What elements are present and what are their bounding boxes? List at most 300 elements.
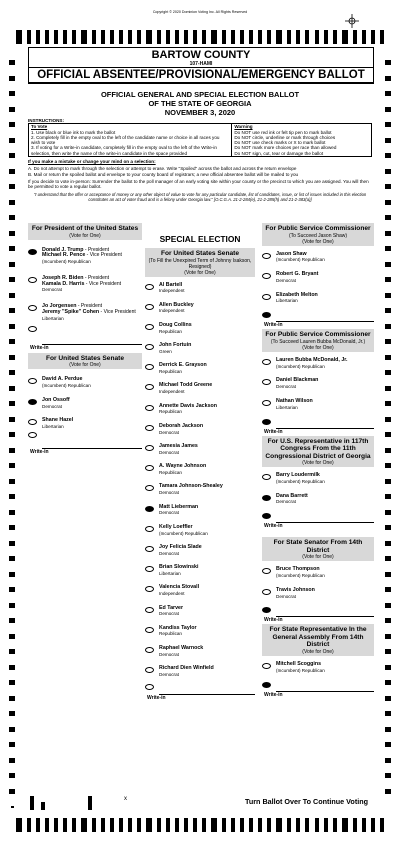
side-timing-mark [9, 448, 15, 453]
timing-mark [72, 818, 76, 832]
candidate-option[interactable] [262, 399, 374, 411]
vote-for-one: (Vote for One) [302, 460, 334, 467]
candidate-option[interactable] [145, 525, 255, 537]
vote-oval[interactable] [145, 465, 154, 471]
write-in-slot[interactable] [145, 686, 255, 701]
vote-oval[interactable] [262, 359, 271, 365]
timing-mark [72, 30, 76, 44]
side-timing-mark [9, 76, 15, 81]
vote-oval[interactable] [145, 384, 154, 390]
candidate-name: Jason Shaw [276, 250, 307, 257]
side-timing-mark [385, 370, 391, 375]
write-in-oval[interactable] [28, 432, 37, 438]
candidate-option[interactable] [262, 567, 374, 579]
side-timing-mark [385, 541, 391, 546]
write-in-line[interactable] [276, 420, 374, 429]
vote-oval[interactable] [28, 399, 37, 405]
candidate-party: Democrat [42, 287, 62, 293]
write-in-line[interactable] [276, 514, 374, 523]
instructions-heading: INSTRUCTIONS: [28, 118, 64, 123]
timing-mark [81, 30, 87, 44]
side-timing-mark [385, 587, 391, 592]
write-in-slot[interactable] [28, 440, 142, 455]
candidate-party: Independent [159, 308, 185, 314]
vote-oval[interactable] [262, 589, 271, 595]
vote-oval[interactable] [262, 253, 271, 259]
timing-mark [110, 818, 114, 832]
candidate-name: Shane Hazel [42, 417, 74, 424]
timing-mark [175, 30, 179, 44]
write-in-slot[interactable] [262, 514, 374, 529]
race-heading [262, 436, 374, 468]
vote-oval[interactable] [145, 566, 154, 572]
candidate-role: - Vice President [84, 280, 121, 287]
side-timing-mark [9, 401, 15, 406]
column-2 [145, 248, 255, 701]
candidate-party: Democrat [276, 384, 296, 390]
candidate-name: A. Wayne Johnson [159, 463, 207, 470]
candidate-option[interactable] [145, 505, 255, 517]
vote-oval[interactable] [145, 506, 154, 512]
side-timing-mark [385, 200, 391, 205]
candidate-option[interactable] [145, 484, 255, 496]
warning-label: Warning [234, 124, 253, 130]
side-timing-mark [9, 758, 15, 763]
side-timing-mark [385, 262, 391, 267]
timing-mark [333, 818, 337, 832]
side-timing-mark [9, 153, 15, 158]
candidate-party: Libertarian [276, 404, 298, 410]
candidate-name: Nathan Wilson [276, 397, 313, 404]
legal-notice: "I understand that the offer or acceptance of money or any other object of value to vote for any particular candidate, list of candidates, issue, or list of issues included in this election constitutes an act of voter fraud and is a felony under Georgia law." [O.C.G.A. 21-2-284(e), 21-2-285(h) and 21-2-383(a)] [33, 191, 367, 202]
candidate-option[interactable] [262, 378, 374, 390]
side-timing-mark [9, 339, 15, 344]
side-timing-mark [385, 417, 391, 422]
special-election-label: SPECIAL ELECTION [159, 234, 241, 244]
write-in-label: Write-in [264, 428, 283, 435]
side-timing-mark [385, 773, 391, 778]
bottom-timing-bar [16, 818, 384, 832]
timing-mark [276, 30, 282, 44]
timing-mark [193, 30, 197, 44]
vote-oval[interactable] [145, 425, 154, 431]
race-title: For United States Senate [45, 354, 125, 362]
candidate-name: Mitchell Scoggins [276, 660, 322, 667]
side-timing-mark [385, 169, 391, 174]
candidate-party: (Incumbent) Republican [276, 667, 325, 673]
vote-oval[interactable] [262, 495, 271, 501]
side-timing-mark [9, 634, 15, 639]
race-title: For U.S. Representative in 117th Congress From the 11th Congressional District of Georgia [265, 437, 371, 460]
timing-mark [342, 818, 348, 832]
timing-mark [157, 30, 161, 44]
side-timing-mark [385, 308, 391, 313]
candidate-option[interactable] [262, 272, 374, 284]
race-heading [262, 329, 374, 352]
timing-mark [380, 30, 384, 44]
candidate-option[interactable] [28, 418, 142, 430]
write-in-oval[interactable] [262, 607, 271, 613]
side-timing-mark [9, 510, 15, 515]
vote-oval[interactable] [145, 364, 154, 370]
timing-mark [137, 30, 141, 44]
subtitle-line-2: OF THE STATE OF GEORGIA [148, 99, 252, 108]
candidate-name: Al Bartell [159, 281, 183, 288]
candidate-party: Democrat [276, 499, 296, 505]
side-timing-mark [9, 262, 15, 267]
candidate-name: David A. Perdue [42, 376, 83, 383]
timing-mark [128, 30, 132, 44]
vote-oval[interactable] [145, 485, 154, 491]
candidate-name: Jamesia James [159, 443, 198, 449]
timing-mark [45, 818, 49, 832]
candidate-option[interactable] [145, 626, 255, 638]
candidate-party: (Incumbent) Republican [159, 530, 208, 536]
candidate-option[interactable] [145, 606, 255, 618]
side-timing-mark [9, 773, 15, 778]
vote-oval[interactable] [145, 344, 154, 350]
candidate-option[interactable] [28, 377, 142, 389]
candidate-option[interactable] [262, 358, 374, 370]
timing-mark [333, 30, 337, 44]
side-timing-mark [9, 680, 15, 685]
candidate-option[interactable] [262, 473, 374, 485]
side-timing-mark [385, 634, 391, 639]
instruction-step: 2. Completely fill in the empty oval to the left of the candidate name or choice in all races you wish to vote [31, 134, 220, 146]
write-in-slot[interactable] [28, 336, 142, 351]
candidate-party: Libertarian [42, 315, 64, 321]
vote-oval[interactable] [145, 667, 154, 673]
vote-oval[interactable] [28, 305, 37, 311]
candidate-option[interactable] [145, 424, 255, 436]
timing-mark [353, 30, 357, 44]
write-in-oval[interactable] [262, 419, 271, 425]
side-timing-mark [9, 417, 15, 422]
race-subtitle: (To Succeed Jason Shaw) [288, 232, 348, 239]
vote-oval[interactable] [145, 445, 154, 451]
candidate-party: (Incumbent) Republican [276, 478, 325, 484]
candidate-name: Barry Loudermilk [276, 472, 320, 479]
vote-oval[interactable] [145, 546, 154, 552]
ballot-header [28, 47, 374, 84]
write-in-label: Write-in [147, 695, 166, 702]
timing-mark [240, 30, 244, 44]
write-in-label: Write-in [30, 448, 49, 455]
bottom-mark [41, 802, 45, 810]
candidate-option[interactable] [28, 276, 142, 293]
side-timing-mark [385, 696, 391, 701]
vote-oval[interactable] [145, 627, 154, 633]
candidate-option[interactable] [28, 398, 142, 410]
write-in-line[interactable] [276, 683, 374, 692]
timing-mark [315, 30, 319, 44]
candidate-option[interactable] [145, 585, 255, 597]
write-in-oval[interactable] [28, 326, 37, 332]
timing-mark [101, 818, 105, 832]
election-date: NOVEMBER 3, 2020 [164, 108, 236, 117]
timing-mark [249, 818, 253, 832]
candidate-name: Jo Jorgensen [42, 303, 77, 310]
candidate-option[interactable] [145, 323, 255, 335]
write-in-slot[interactable] [262, 420, 374, 435]
timing-mark [296, 30, 300, 44]
race-title: For Public Service Commissioner [265, 331, 371, 339]
side-timing-mark [385, 727, 391, 732]
vote-for-one: (Vote for One) [184, 269, 216, 276]
vote-oval[interactable] [28, 378, 37, 384]
timing-mark [231, 818, 235, 832]
timing-mark [276, 818, 282, 832]
warning-item: Do NOT use red ink or felt tip pen to mark ballot [234, 129, 332, 135]
vote-oval[interactable] [145, 284, 154, 290]
bottom-mark [88, 796, 92, 810]
timing-mark [27, 30, 31, 44]
side-timing-mark [9, 215, 15, 220]
side-timing-mark [9, 603, 15, 608]
candidate-party: Green [159, 348, 172, 354]
candidate-option[interactable] [145, 646, 255, 658]
side-timing-mark [9, 649, 15, 654]
subtitle-line-1: OFFICIAL GENERAL AND SPECIAL ELECTION BALLOT [100, 90, 300, 99]
candidate-option[interactable] [145, 343, 255, 355]
instruction-step: 1. Use black or blue ink to mark the ballot [31, 129, 116, 135]
side-timing-mark [9, 742, 15, 747]
candidate-option[interactable] [145, 404, 255, 416]
side-timing-mark [9, 122, 15, 127]
timing-mark [54, 30, 58, 44]
side-timing-mark [9, 60, 15, 65]
timing-mark [222, 30, 226, 44]
timing-mark [222, 818, 226, 832]
candidate-option[interactable] [28, 304, 142, 321]
candidate-option[interactable] [145, 383, 255, 395]
candidate-name: Donald J. Trump [42, 246, 84, 253]
side-timing-mark [9, 572, 15, 577]
race-title: For Public Service Commissioner [265, 225, 371, 232]
vote-oval[interactable] [28, 277, 37, 283]
x-mark: x [124, 796, 127, 802]
candidate-role: - President [83, 246, 110, 253]
vote-for-one: (Vote for One) [69, 232, 101, 239]
side-timing-mark [385, 293, 391, 298]
write-in-slot[interactable] [262, 313, 374, 328]
side-timing-mark [9, 308, 15, 313]
race-heading [262, 537, 374, 561]
race-heading [262, 223, 374, 246]
timing-mark [371, 818, 375, 832]
candidate-option[interactable] [145, 666, 255, 678]
vote-oval[interactable] [145, 586, 154, 592]
side-timing-mark [385, 789, 391, 794]
write-in-slot[interactable] [262, 608, 374, 623]
vote-oval[interactable] [145, 647, 154, 653]
race-title: For President of the United States [31, 225, 139, 232]
candidate-option[interactable] [28, 248, 142, 265]
timing-mark [184, 30, 188, 44]
side-timing-mark [385, 572, 391, 577]
vote-oval[interactable] [145, 304, 154, 310]
timing-mark [258, 818, 262, 832]
timing-mark [119, 30, 123, 44]
vote-oval[interactable] [28, 249, 37, 255]
side-timing-mark [385, 76, 391, 81]
candidate-option[interactable] [262, 252, 374, 264]
candidate-name: Tamara Johnson-Shealey [159, 483, 223, 490]
timing-mark [362, 818, 366, 832]
write-in-oval[interactable] [262, 513, 271, 519]
write-in-line[interactable] [276, 608, 374, 617]
candidate-name: Kamala D. Harris [42, 280, 85, 287]
timing-mark [101, 30, 105, 44]
candidate-option[interactable] [262, 662, 374, 674]
candidate-name: Ed Tarver [159, 604, 184, 611]
vote-oval[interactable] [145, 405, 154, 411]
vote-oval[interactable] [262, 294, 271, 300]
side-timing-mark [385, 184, 391, 189]
candidate-party: (Incumbent) Republican [276, 363, 325, 369]
side-timing-mark [385, 324, 391, 329]
vote-oval[interactable] [262, 568, 271, 574]
vote-oval[interactable] [145, 526, 154, 532]
write-in-line[interactable] [42, 336, 142, 345]
side-timing-mark [385, 401, 391, 406]
timing-mark [202, 30, 206, 44]
registration-mark-icon [345, 14, 359, 28]
candidate-party: Democrat [159, 611, 179, 617]
write-in-oval[interactable] [262, 312, 271, 318]
side-timing-mark [9, 231, 15, 236]
timing-mark [380, 818, 384, 832]
side-timing-mark [9, 277, 15, 282]
side-timing-mark [385, 277, 391, 282]
race-senate-heading [28, 353, 142, 370]
write-in-label: Write-in [264, 523, 283, 530]
side-timing-mark [9, 525, 15, 530]
vote-oval[interactable] [262, 663, 271, 669]
timing-mark [63, 30, 67, 44]
side-timing-mark [385, 479, 391, 484]
side-timing-mark [385, 649, 391, 654]
candidate-option[interactable] [262, 588, 374, 600]
candidate-name: Derrick E. Grayson [159, 362, 207, 369]
candidate-name: Travis Johnson [276, 586, 315, 593]
timing-mark [128, 818, 132, 832]
side-timing-mark [385, 138, 391, 143]
vote-oval[interactable] [28, 419, 37, 425]
side-timing-mark [385, 122, 391, 127]
candidate-option[interactable] [145, 363, 255, 375]
timing-mark [211, 30, 217, 44]
side-timing-mark [9, 386, 15, 391]
candidate-option[interactable] [145, 565, 255, 577]
race-subtitle: (To Fill the Unexpired Term of Johnny Isakson, Resigned) [148, 257, 252, 270]
candidate-party: Libertarian [276, 298, 298, 304]
side-timing-mark [9, 355, 15, 360]
write-in-oval[interactable] [262, 682, 271, 688]
timing-mark [119, 818, 123, 832]
candidate-option[interactable] [262, 293, 374, 305]
candidate-name: Doug Collins [159, 321, 192, 328]
side-timing-mark [9, 138, 15, 143]
side-timing-mark [385, 448, 391, 453]
side-timing-mark [385, 494, 391, 499]
write-in-line[interactable] [276, 313, 374, 322]
timing-mark [63, 818, 67, 832]
candidate-name: Richard Dien Winfield [159, 665, 214, 672]
vote-oval[interactable] [262, 379, 271, 385]
write-in-slot[interactable] [262, 683, 374, 698]
vote-for-one: (Vote for One) [302, 554, 334, 561]
side-timing-mark [385, 432, 391, 437]
candidate-party: (Incumbent) Republican [276, 257, 325, 263]
side-timing-mark [385, 525, 391, 530]
side-timing-mark [385, 339, 391, 344]
write-in-line[interactable] [42, 440, 142, 449]
candidate-party: Democrat [159, 490, 179, 496]
timing-mark [92, 30, 96, 44]
ballot-title: OFFICIAL ABSENTEE/PROVISIONAL/EMERGENCY BALLOT [29, 67, 373, 83]
candidate-party: Independent [159, 288, 185, 294]
timing-mark [353, 818, 357, 832]
side-timing-mark [9, 587, 15, 592]
candidate-option[interactable] [145, 303, 255, 315]
vote-oval[interactable] [262, 474, 271, 480]
side-timing-mark [9, 696, 15, 701]
side-timing-mark [9, 169, 15, 174]
mistake-step-a: A. Do not attempt to mark through the selection or attempt to erase. Write "Spoiled" across the ballot and across the return envelope [28, 166, 297, 172]
vote-oval[interactable] [145, 607, 154, 613]
candidate-party: Democrat [159, 429, 179, 435]
candidate-name: John Fortuin [159, 342, 192, 349]
candidate-option[interactable] [262, 494, 374, 506]
candidate-party: (Incumbent) Republican [276, 573, 325, 579]
candidate-party: (Incumbent) Republican [42, 382, 91, 388]
candidate-option[interactable] [145, 545, 255, 557]
candidate-option[interactable] [145, 283, 255, 295]
side-timing-mark [9, 711, 15, 716]
side-timing-mark [9, 479, 15, 484]
candidate-option[interactable] [145, 444, 255, 456]
candidate-party: Libertarian [159, 570, 181, 576]
timing-mark [267, 818, 271, 832]
side-timing-mark [385, 215, 391, 220]
vote-oval[interactable] [262, 400, 271, 406]
candidate-party: Republican [159, 631, 182, 637]
timing-mark [110, 30, 114, 44]
candidate-name: Kelly Loeffler [159, 523, 193, 530]
candidate-party: Independent [159, 389, 185, 395]
write-in-line[interactable] [159, 686, 255, 695]
vote-for-one: (Vote for One) [69, 362, 101, 369]
timing-mark [202, 818, 206, 832]
side-timing-mark [9, 107, 15, 112]
vote-oval[interactable] [145, 324, 154, 330]
timing-mark [324, 30, 328, 44]
mistake-heading: If you make a mistake or change your mind on a selection: [28, 159, 156, 165]
mistake-step-b: B. Mail or return the spoiled ballot and envelope to your county board of registrars; a new official absentee ballot will be mailed to you [28, 171, 299, 177]
candidate-name: Dana Barrett [276, 492, 308, 499]
candidate-name: Raphael Warnock [159, 644, 204, 651]
timing-mark [166, 818, 170, 832]
candidate-option[interactable] [145, 464, 255, 476]
side-timing-mark [9, 370, 15, 375]
side-timing-mark [9, 432, 15, 437]
vote-oval[interactable] [262, 273, 271, 279]
timing-mark [54, 818, 58, 832]
write-in-label: Write-in [264, 617, 283, 624]
write-in-oval[interactable] [145, 684, 154, 690]
timing-mark [305, 818, 309, 832]
